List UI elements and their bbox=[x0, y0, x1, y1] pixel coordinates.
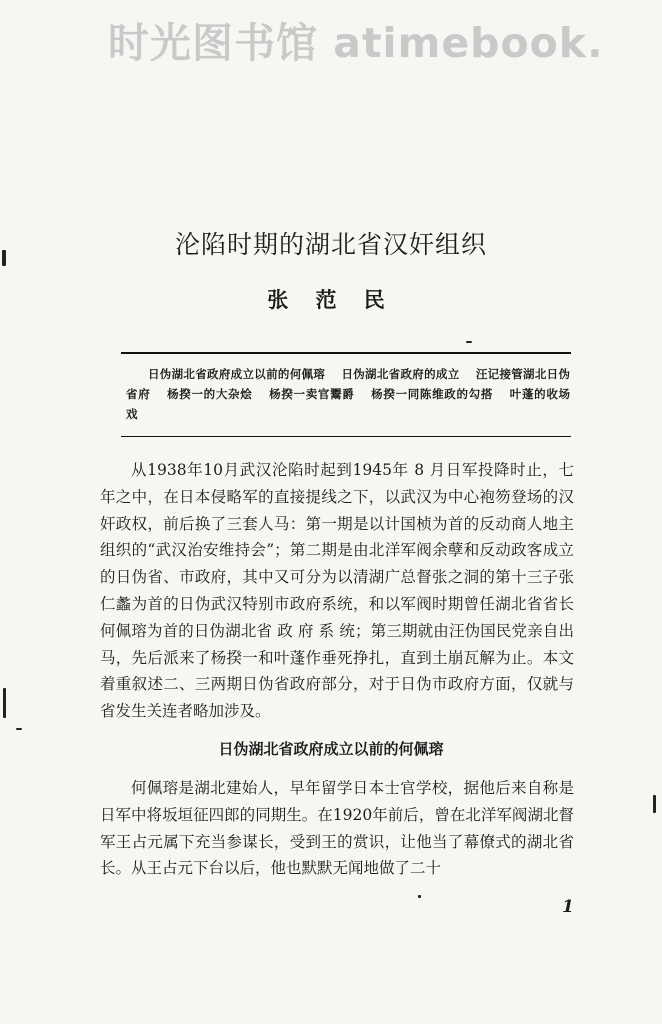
abstract-top-rule bbox=[121, 352, 571, 354]
scan-mark bbox=[418, 895, 421, 898]
article-title: 沦陷时期的湖北省汉奸组织 bbox=[174, 230, 487, 259]
section-heading: 日伪湖北省政府成立以前的何佩瑢 bbox=[218, 740, 444, 758]
abstract-contents bbox=[126, 364, 570, 424]
page-number: 1 bbox=[562, 897, 574, 917]
abstract-item: 杨揆一的大杂烩 bbox=[167, 387, 253, 401]
scan-mark bbox=[16, 728, 22, 730]
section-body bbox=[100, 775, 574, 882]
abstract-item: 日伪湖北省政府成立以前的何佩瑢 bbox=[148, 367, 326, 381]
abstract-item: 杨揆一同陈维政的勾搭 bbox=[371, 387, 494, 401]
abstract-bottom-rule bbox=[121, 436, 571, 437]
scan-mark bbox=[653, 795, 656, 813]
scan-mark bbox=[3, 688, 6, 718]
article-author: 张 范 民 bbox=[267, 287, 395, 312]
body-paragraph: 从1938年10月武汉沦陷时起到1945年 8 月日军投降时止，七年之中，在日本侵略军的直接提线之下，以武汉为中心袍笏登场的汉奸政权，前后换了三套人马：第一期是以计国桢为首的反动商人地主组织的“武汉治安维持会”；第二期是由北洋军阀余孽和反动政客成立的日伪省、市政府，其中又可分为以清湖广总督张之洞的第十三子张仁蠡为首的日伪武汉特别市政府系统，和以军阀时期曾任湖北省省长何佩瑢为首的日伪湖北省 政 府 系 统；第三期就由汪伪国民党亲自出马，先后派来了杨揆一和叶蓬作垂死挣扎，直到土崩瓦解为止。本文着重叙述二、三两期日伪省政府部分，对于日伪市政府方面，仅就与省发生关连者略加涉及。 bbox=[100, 461, 574, 721]
intro-body bbox=[100, 457, 574, 725]
body-paragraph: 何佩瑢是湖北建始人，早年留学日本士官学校，据他后来自称是日军中将坂垣征四郎的同期生。在1920年前后，曾在北洋军阀湖北督军王占元属下充当参谋长，受到王的赏识，让他当了幕僚式的湖北省长。从王占元下台以后，他也默默无闻地做了二十 bbox=[100, 779, 574, 878]
abstract-item: 叶蓬的收场戏 bbox=[126, 387, 571, 421]
abstract-item: 日伪湖北省政府的成立 bbox=[341, 367, 460, 381]
watermark: 时光图书馆 atimebook. bbox=[108, 19, 604, 67]
scan-mark bbox=[466, 341, 472, 343]
abstract-item: 杨揆一卖官鬻爵 bbox=[269, 387, 355, 401]
abstract-item: 汪记接管湖北日伪省府 bbox=[126, 367, 570, 401]
scan-mark bbox=[2, 250, 6, 266]
